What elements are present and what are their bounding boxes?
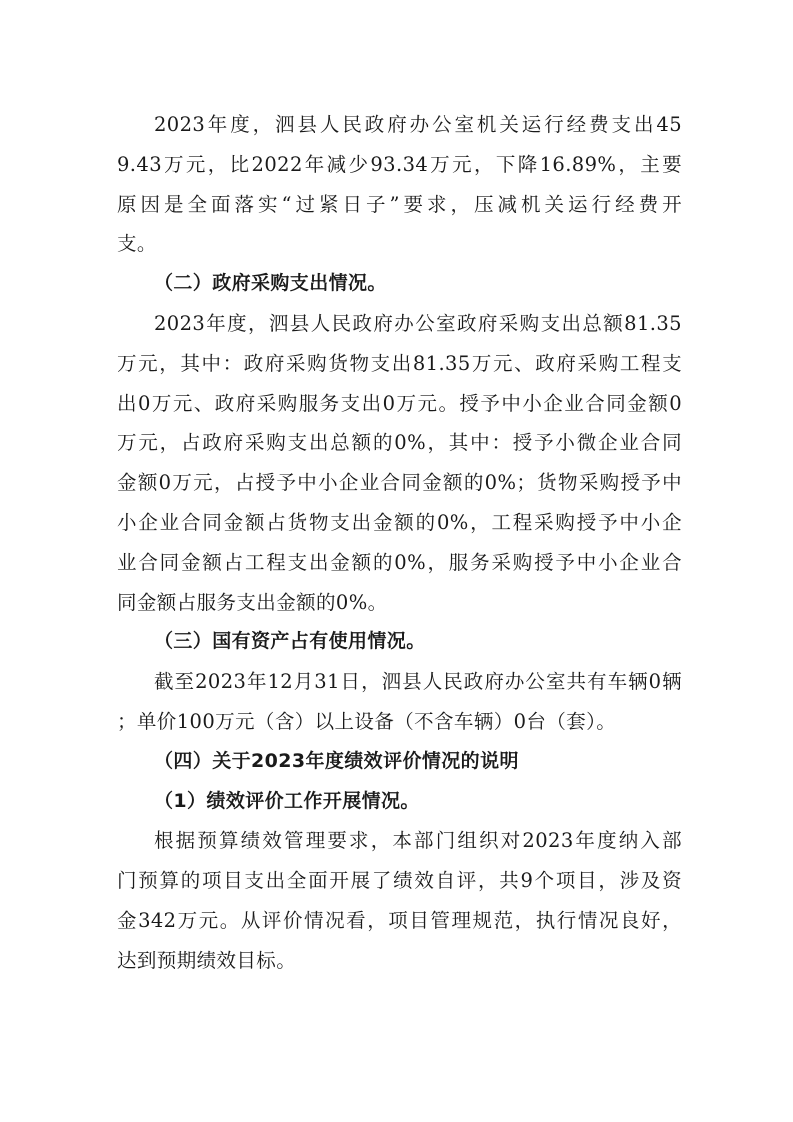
section-heading-performance: （四）关于2023年度绩效评价情况的说明 [154, 749, 519, 772]
text-line: 截至2023年12月31日，泗县人民政府办公室共有车辆0辆 [154, 670, 682, 694]
text-line: 金342万元。从评价情况看，项目管理规范，执行情况良好， [117, 908, 682, 932]
paragraph-procurement [117, 304, 682, 622]
text-line: 小企业合同金额占货物支出金额的0%，工程采购授予中小企 [117, 510, 682, 534]
paragraph-evaluation [117, 821, 682, 980]
text-line: 9.43万元，比2022年减少93.34万元，下降16.89%，主要 [117, 152, 682, 176]
section-heading-procurement: （二）政府采购支出情况。 [154, 272, 387, 295]
document-body [117, 105, 682, 981]
text-line: 金额0万元，占授予中小企业合同金额的0%；货物采购授予中 [117, 471, 682, 495]
text-line: 达到预期绩效目标。 [117, 948, 297, 972]
section-heading-assets: （三）国有资产占有使用情况。 [154, 630, 426, 653]
subsection-heading-evaluation: （1）绩效评价工作开展情况。 [154, 789, 420, 812]
text-line: 根据预算绩效管理要求，本部门组织对2023年度纳入部 [154, 829, 682, 853]
text-line: 业合同金额占工程支出金额的0%，服务采购授予中小企业合 [117, 550, 682, 574]
paragraph-assets [117, 662, 682, 742]
text-line: 原因是全面落实“过紧日子”要求，压减机关运行经费开 [117, 192, 682, 216]
text-line: 万元，占政府采购支出总额的0%，其中：授予小微企业合同 [117, 431, 682, 455]
text-line: 同金额占服务支出金额的0%。 [117, 590, 388, 614]
text-line: 万元，其中：政府采购货物支出81.35万元、政府采购工程支 [117, 351, 682, 375]
text-line: ；单价100万元（含）以上设备（不含车辆）0台（套）。 [117, 709, 617, 733]
text-line: 2023年度，泗县人民政府办公室机关运行经费支出45 [154, 113, 682, 136]
text-line: 支。 [117, 232, 157, 256]
text-line: 出0万元、政府采购服务支出0万元。授予中小企业合同金额0 [117, 391, 682, 415]
paragraph-operating-expenses [117, 105, 682, 264]
text-line: 门预算的项目支出全面开展了绩效自评，共9个项目，涉及资 [117, 869, 682, 893]
text-line: 2023年度，泗县人民政府办公室政府采购支出总额81.35 [154, 311, 682, 335]
